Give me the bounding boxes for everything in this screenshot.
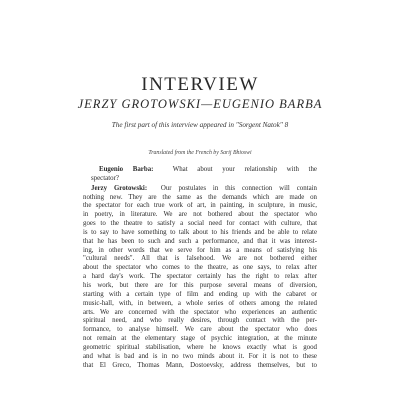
text-line: not remain at the elementary stage of psychic integration, at the minute <box>83 335 317 343</box>
speaker-name: Jerzy Grotowski: <box>91 184 148 192</box>
text-line: is to say to have something to talk about to his friends and be able to relate <box>83 228 317 236</box>
text-line: that El Greco, Thomas Mann, Dostoevsky, address themselves, but to <box>83 361 317 369</box>
translator-credit: Translated from the French by Sarij Bhioswi <box>148 150 252 156</box>
text-line: geometric spiritual stabilisation, where he knows exactly what is good <box>83 343 317 351</box>
text-line: that he has been to such and such a performance, and that it was interest- <box>83 237 317 245</box>
text-line: formance, to analyse himself. We care about the spectator who does <box>83 326 317 334</box>
text-line: spectator? <box>91 174 119 182</box>
text-line: spiritual need, and who really desires, through contact with the per- <box>83 317 317 325</box>
text-line: music-hall, with, in between, a whole series of others among the related <box>83 299 317 307</box>
text-line: nothing new. They are the same as the demands which are made on <box>83 193 317 201</box>
barba-paragraph <box>83 166 317 184</box>
text-line: goes to the theatre to satisfy a social need for contact with culture, that <box>83 220 317 228</box>
text-line: ing, in other words that we serve for him as a means of satisfying his <box>83 246 317 254</box>
publication-note: The first part of this interview appeared in "Sorgent Natok" 8 <box>111 121 289 129</box>
text-line: and what is bad and is in no two minds about it. For it is not to these <box>83 352 317 360</box>
text-line: in poetry, in literature. We are not bothered about the spectator who <box>83 211 317 219</box>
document-title: INTERVIEW <box>141 74 259 95</box>
text-line: his work, but there are for this purpose several means of diversion, <box>83 281 317 289</box>
text-line: Eugenio Barba: What about your relationship with the <box>99 166 317 173</box>
text-line: starting with a certain type of film and ending up with the cabaret or <box>83 290 317 298</box>
text-line: a hard day's work. The spectator certainly has the right to relax after <box>83 273 317 281</box>
interview-body <box>83 166 317 370</box>
speaker-name: Eugenio Barba: <box>99 166 154 173</box>
text-line: arts. We are concerned with the spectator who experiences an authentic <box>83 308 317 316</box>
grotowski-paragraph <box>83 185 317 371</box>
text-line: the spectator for each true work of art, in painting, in sculpture, in music, <box>83 202 317 210</box>
text-line: Jerzy Grotowski: Our postulates in this connection will contain <box>91 184 317 192</box>
document-subtitle: JERZY GROTOWSKI—EUGENIO BARBA <box>77 97 323 111</box>
text-line: about the spectator who comes to the theatre, as one says, to relax after <box>83 264 317 272</box>
text-line: "cultural needs". All that is falsehood. We are not bothered either <box>83 255 317 263</box>
